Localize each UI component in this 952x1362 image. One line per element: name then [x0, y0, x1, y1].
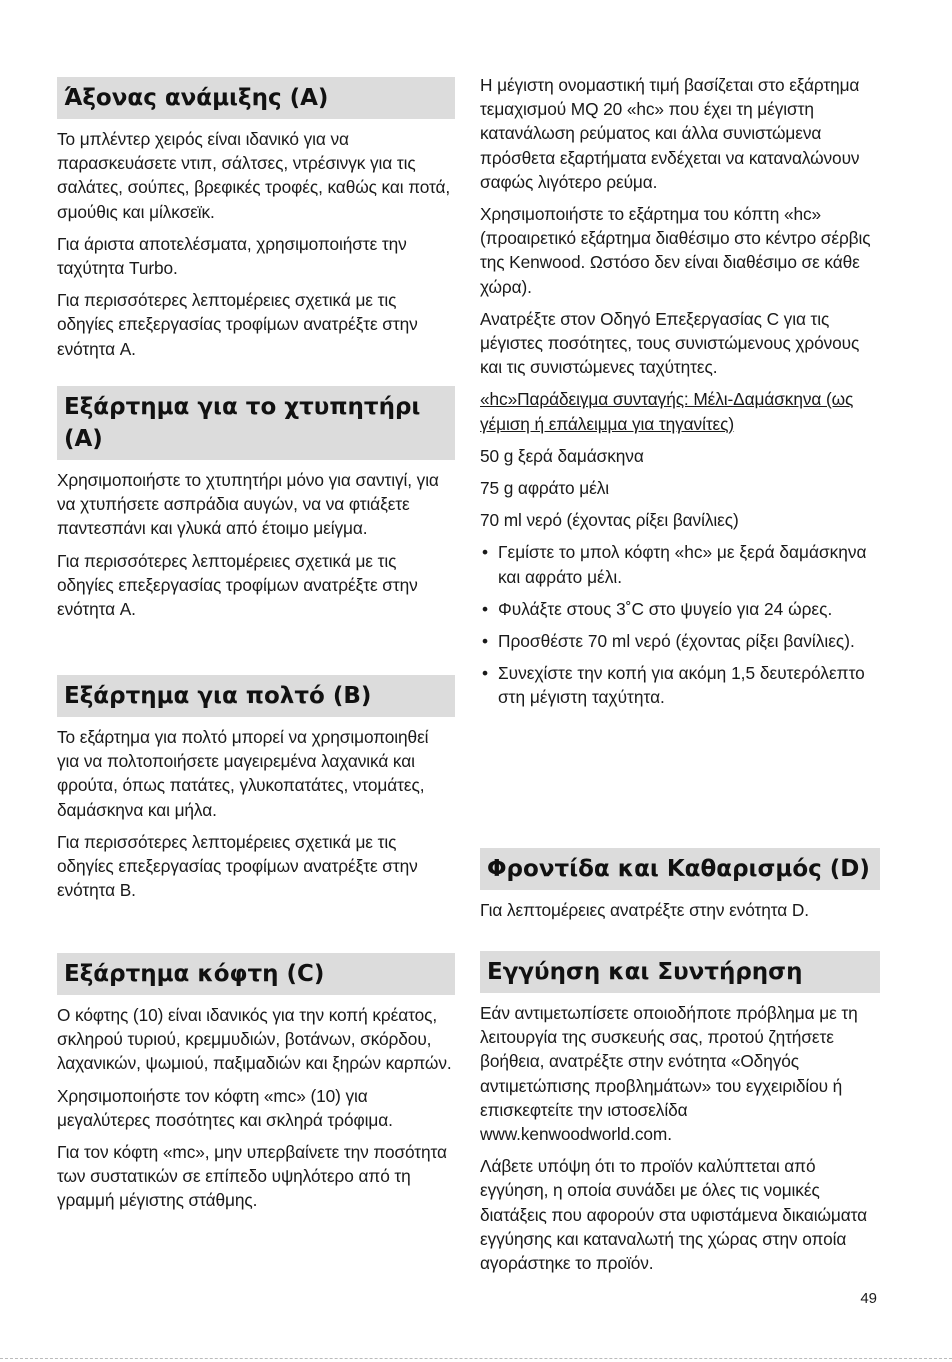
ingredient-item: 50 g ξερά δαμάσκηνα — [480, 445, 644, 466]
step-text: Γεμίστε το μπολ κόφτη «hc» με ξερά δαμάσκηνα και αφράτο μέλι. — [498, 542, 867, 587]
section-heading: Άξονας ανάμιξης (A) — [57, 77, 455, 119]
section-care-cleaning — [480, 848, 880, 930]
step-text: Προσθέστε 70 ml νερό (έχοντας ρίξει βανίλιες). — [498, 631, 855, 652]
recipe-title: «hc»Παράδειγμα συνταγής: Μέλι-Δαμάσκηνα (ως γέμιση ή επάλειμμα για τηγανίτες) — [480, 389, 854, 434]
bullet-icon: • — [482, 542, 489, 563]
paragraph: Για περισσότερες λεπτομέρειες σχετικά με τις οδηγίες επεξεργασίας τροφίμων ανατρέξτε στην ενότητα B. — [57, 831, 418, 901]
paragraph: Χρησιμοποιήστε τον κόφτη «mc» (10) για μεγαλύτερες ποσότητες και σκληρά τρόφιμα. — [57, 1085, 393, 1130]
section-hc-chopper-info — [480, 73, 880, 718]
paragraph: Εάν αντιμετωπίσετε οποιοδήποτε πρόβλημα με τη λειτουργία της συσκευής σας, προτού ζητήσετε βοήθεια, ανατρέξτε στην ενότητα «Οδηγός αντιμετώπισης προβλημάτων» του εγχειριδίου ή επισκεφτείτε την ιστοσελίδα www.kenwoodworld.com. — [480, 1003, 858, 1145]
page-number: 49 — [860, 1290, 877, 1307]
section-blending-shaft — [57, 77, 455, 369]
paragraph: Ο κόφτης (10) είναι ιδανικός για την κοπή κρέατος, σκληρού τυριού, κρεμμυδιών, βοτάνων, σκόρδου, λαχανικών, ψωμιού, παξιμαδιών και ξηρών καρπών. — [57, 1005, 452, 1074]
section-masher-attachment — [57, 675, 455, 910]
paragraph: Χρησιμοποιήστε το χτυπητήρι μόνο για σαντιγί, για να χτυπήσετε ασπράδια αυγών, να να φτιάξετε παντεσπάνι και γλυκά από έτοιμο μείγμα. — [57, 470, 439, 539]
step-text: Φυλάξτε στους 3˚C στο ψυγείο για 24 ώρες. — [498, 598, 833, 619]
paragraph: Το εξάρτημα για πολτό μπορεί να χρησιμοποιηθεί για να πολτοποιήσετε μαγειρεμένα λαχανικά και φρούτα, όπως πατάτες, γλυκοπατάτες, ντομάτες, δαμάσκηνα και μήλα. — [57, 727, 429, 820]
section-warranty-service — [480, 951, 880, 1283]
paragraph: Το μπλέντερ χειρός είναι ιδανικό για να παρασκευάσετε ντιπ, σάλτσες, ντρέσινγκ για τις σαλάτες, σούπες, βρεφικές τροφές, καθώς και ποτά, σμούθις και μίλκσεϊκ. — [57, 129, 451, 222]
recipe-steps — [480, 540, 880, 709]
section-heading: Εξάρτημα κόφτη (C) — [57, 953, 455, 995]
paragraph: Για περισσότερες λεπτομέρειες σχετικά με τις οδηγίες επεξεργασίας τροφίμων ανατρέξτε στην ενότητα A. — [57, 290, 418, 359]
bullet-icon: • — [482, 598, 489, 619]
paragraph: Για λεπτομέρειες ανατρέξτε στην ενότητα D. — [480, 900, 809, 920]
paragraph: Λάβετε υπόψη ότι το προϊόν καλύπτεται από εγγύηση, η οποία συνάδει με όλες τις νομικές διατάξεις που αφορούν στα υφιστάμενα δικαιώματα εγγύησης και καταναλωτή της χώρας στην οποία αγοράστηκε το προϊόν. — [480, 1156, 868, 1274]
ingredient-item: 75 g αφράτο μέλι — [480, 478, 609, 499]
paragraph: Για τον κόφτη «mc», μην υπερβαίνετε την ποσότητα των συστατικών σε επίπεδο υψηλότερο από τη γραμμή μέγιστης στάθμης. — [57, 1142, 447, 1211]
paragraph: Η μέγιστη ονομαστική τιμή βασίζεται στο εξάρτημα τεμαχισμού MQ 20 «hc» που έχει τη μέγιστη κατανάλωση ρεύματος και άλλα συνιστώμενα πρόσθετα εξαρτήματα ενδέχεται να καταναλώνουν σαφώς λιγότερο ρεύμα. — [480, 75, 860, 192]
section-heading: Φροντίδα και Καθαρισμός (D) — [480, 848, 880, 890]
section-chopper-attachment — [57, 953, 455, 1221]
paragraph: Χρησιμοποιήστε το εξάρτημα του κόπτη «hc» (προαιρετικό εξάρτημα διαθέσιμο στο κέντρο σέρβις της Kenwood. Ωστόσο δεν είναι διαθέσιμο σε κάθε χώρα). — [480, 204, 871, 297]
paragraph: Για περισσότερες λεπτομέρειες σχετικά με τις οδηγίες επεξεργασίας τροφίμων ανατρέξτε στην ενότητα A. — [57, 550, 418, 620]
list-item — [480, 661, 880, 709]
step-text: Συνεχίστε την κοπή για ακόμη 1,5 δευτερόλεπτο στη μέγιστη ταχύτητα. — [498, 663, 865, 708]
paragraph: Ανατρέξτε στον Οδηγό Επεξεργασίας C για τις μέγιστες ποσότητες, τους συνιστώμενους χρόνους και τις συνιστώμενες ταχύτητες. — [480, 308, 860, 378]
list-item — [480, 629, 880, 653]
section-whisk-attachment — [57, 386, 455, 629]
section-heading: Εξάρτημα για το χτυπητήρι (A) — [57, 386, 455, 460]
section-heading: Εξάρτημα για πολτό (B) — [57, 675, 455, 717]
section-heading: Εγγύηση και Συντήρηση — [480, 951, 880, 993]
list-item — [480, 597, 880, 621]
paragraph: Για άριστα αποτελέσματα, χρησιμοποιήστε την ταχύτητα Turbo. — [57, 233, 407, 279]
ingredient-item: 70 ml νερό (έχοντας ρίξει βανίλιες) — [480, 510, 739, 531]
bottom-divider — [0, 1358, 952, 1359]
bullet-icon: • — [482, 663, 489, 684]
list-item — [480, 540, 880, 588]
bullet-icon: • — [482, 631, 489, 652]
